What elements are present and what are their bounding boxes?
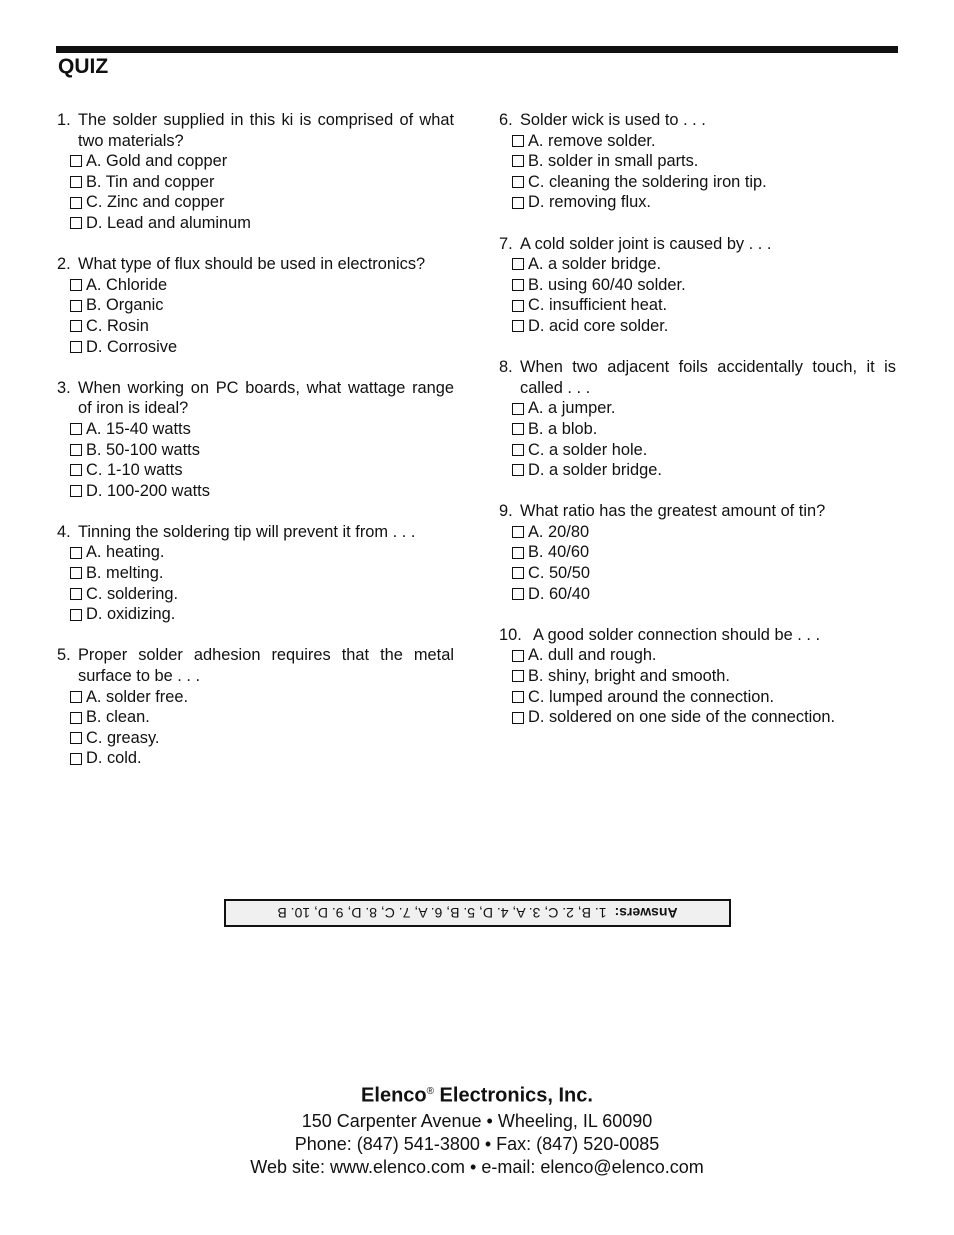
company-address: 150 Carpenter Avenue • Wheeling, IL 60090 xyxy=(301,1110,653,1131)
question-text: Tinning the soldering tip will prevent it from . . . xyxy=(78,522,416,541)
option-label: C. soldering. xyxy=(86,584,179,603)
option-label: C. 1-10 watts xyxy=(86,461,183,480)
question-stem xyxy=(57,110,454,151)
question-number: 10. xyxy=(499,625,522,644)
checkbox-icon[interactable] xyxy=(70,320,82,332)
answer-option[interactable] xyxy=(499,192,896,213)
page-title: QUIZ xyxy=(58,55,109,78)
question-5 xyxy=(57,645,454,769)
question-10 xyxy=(499,625,896,728)
question-6 xyxy=(499,110,896,213)
option-label: C. cleaning the soldering iron tip. xyxy=(528,172,767,191)
answer-option[interactable] xyxy=(57,295,454,316)
answer-option[interactable] xyxy=(499,645,896,666)
checkbox-icon[interactable] xyxy=(512,258,524,270)
checkbox-icon[interactable] xyxy=(512,588,524,600)
question-text: A cold solder joint is caused by . . . xyxy=(520,234,772,253)
option-label: C. Zinc and copper xyxy=(86,193,225,212)
option-label: B. a blob. xyxy=(528,419,598,438)
answers-text: 1. B, 2. C, 3. A, 4. D, 5. B, 6. A, 7. C, 8. D, 9. D, 10. B xyxy=(277,905,607,921)
option-label: A. 20/80 xyxy=(528,522,590,541)
question-9 xyxy=(499,501,896,604)
question-number: 1. xyxy=(57,111,71,129)
option-label: B. clean. xyxy=(86,708,150,727)
option-label: A. heating. xyxy=(86,543,165,562)
checkbox-icon[interactable] xyxy=(70,609,82,621)
checkbox-icon[interactable] xyxy=(70,753,82,765)
question-number: 2. xyxy=(57,255,71,274)
question-text: When working on PC boards, what wattage range of iron is ideal? xyxy=(78,378,454,418)
checkbox-icon[interactable] xyxy=(512,176,524,188)
answer-option[interactable] xyxy=(499,460,896,481)
answer-option[interactable] xyxy=(499,584,896,605)
question-number: 3. xyxy=(57,378,71,397)
question-stem xyxy=(499,357,896,398)
checkbox-icon[interactable] xyxy=(512,567,524,579)
option-label: D. soldered on one side of the connection. xyxy=(528,708,836,727)
option-label: A. dull and rough. xyxy=(528,646,657,665)
answer-option[interactable] xyxy=(499,563,896,584)
checkbox-icon[interactable] xyxy=(70,279,82,291)
question-number: 5. xyxy=(57,646,71,665)
checkbox-icon[interactable] xyxy=(70,176,82,188)
checkbox-icon[interactable] xyxy=(70,485,82,497)
option-label: D. oxidizing. xyxy=(86,605,176,624)
option-label: C. insufficient heat. xyxy=(528,296,668,315)
answer-option[interactable] xyxy=(499,542,896,563)
question-stem xyxy=(57,378,454,419)
checkbox-icon[interactable] xyxy=(70,217,82,229)
checkbox-icon[interactable] xyxy=(512,279,524,291)
answer-option[interactable] xyxy=(57,563,454,584)
option-label: C. Rosin xyxy=(86,316,149,335)
option-label: D. Corrosive xyxy=(86,337,178,356)
answer-option[interactable] xyxy=(499,316,896,337)
answer-option[interactable] xyxy=(57,584,454,605)
checkbox-icon[interactable] xyxy=(512,712,524,724)
checkbox-icon[interactable] xyxy=(70,155,82,167)
question-number: 9. xyxy=(499,502,513,521)
answer-option[interactable] xyxy=(499,687,896,708)
question-text: What ratio has the greatest amount of tin? xyxy=(520,502,826,521)
checkbox-icon[interactable] xyxy=(512,403,524,415)
checkbox-icon[interactable] xyxy=(70,567,82,579)
answer-option[interactable] xyxy=(57,542,454,563)
answer-option[interactable] xyxy=(499,172,896,193)
checkbox-icon[interactable] xyxy=(70,464,82,476)
answer-option[interactable] xyxy=(499,254,896,275)
checkbox-icon[interactable] xyxy=(512,444,524,456)
question-text: A good solder connection should be . . . xyxy=(533,625,821,644)
option-label: A. remove solder. xyxy=(528,131,656,150)
registered-mark: ® xyxy=(426,1086,434,1097)
question-7 xyxy=(499,234,896,337)
answer-option[interactable] xyxy=(57,604,454,625)
option-label: B. Tin and copper xyxy=(86,172,215,191)
answers-label: Answers: xyxy=(614,905,678,921)
question-number: 4. xyxy=(57,522,71,541)
option-label: B. 50-100 watts xyxy=(86,440,200,459)
question-stem xyxy=(499,625,896,646)
question-stem xyxy=(499,501,896,522)
option-label: C. 50/50 xyxy=(528,564,590,583)
answer-option[interactable] xyxy=(57,275,454,296)
answer-option[interactable] xyxy=(57,172,454,193)
question-number: 8. xyxy=(499,358,513,377)
option-label: D. removing flux. xyxy=(528,193,651,212)
answer-option[interactable] xyxy=(499,398,896,419)
checkbox-icon[interactable] xyxy=(70,197,82,209)
option-label: D. acid core solder. xyxy=(528,316,669,335)
questions-column-left xyxy=(57,110,454,790)
answer-option[interactable] xyxy=(499,440,896,461)
answer-option[interactable] xyxy=(57,440,454,461)
option-label: A. Gold and copper xyxy=(86,152,228,171)
answer-option[interactable] xyxy=(499,295,896,316)
option-label: B. 40/60 xyxy=(528,543,590,562)
option-label: D. a solder bridge. xyxy=(528,461,662,480)
checkbox-icon[interactable] xyxy=(512,135,524,147)
option-label: D. cold. xyxy=(86,749,142,768)
company-phone: Phone: (847) 541-3800 • Fax: (847) 520-0085 xyxy=(294,1133,660,1154)
question-text: When two adjacent foils accidentally touch, it is called . . . xyxy=(520,358,896,397)
question-stem xyxy=(57,254,454,275)
answer-option[interactable] xyxy=(57,481,454,502)
checkbox-icon[interactable] xyxy=(512,526,524,538)
answer-option[interactable] xyxy=(499,522,896,543)
answer-option[interactable] xyxy=(57,213,454,234)
answer-option[interactable] xyxy=(57,728,454,749)
option-label: A. Chloride xyxy=(86,275,168,294)
question-stem xyxy=(499,110,896,131)
option-label: C. greasy. xyxy=(86,728,160,747)
answer-option[interactable] xyxy=(57,707,454,728)
answer-option[interactable] xyxy=(57,460,454,481)
checkbox-icon[interactable] xyxy=(512,547,524,559)
option-label: C. a solder hole. xyxy=(528,440,648,459)
company-web: Web site: www.elenco.com • e-mail: elenco@elenco.com xyxy=(250,1156,704,1177)
question-8 xyxy=(499,357,896,481)
company-name xyxy=(0,1078,954,1110)
checkbox-icon[interactable] xyxy=(512,155,524,167)
checkbox-icon[interactable] xyxy=(70,423,82,435)
question-number: 6. xyxy=(499,111,513,129)
answers-key-box xyxy=(224,899,731,927)
answer-option[interactable] xyxy=(57,192,454,213)
question-stem xyxy=(57,645,454,686)
option-label: B. using 60/40 solder. xyxy=(528,275,686,294)
question-1 xyxy=(57,110,454,234)
option-label: A. a jumper. xyxy=(528,399,616,418)
checkbox-icon[interactable] xyxy=(70,547,82,559)
checkbox-icon[interactable] xyxy=(70,712,82,724)
option-label: B. solder in small parts. xyxy=(528,152,699,171)
question-number: 7. xyxy=(499,234,513,253)
checkbox-icon[interactable] xyxy=(512,691,524,703)
question-stem xyxy=(499,234,896,255)
option-label: B. melting. xyxy=(86,564,164,583)
question-text: What type of flux should be used in electronics? xyxy=(78,255,426,274)
company-brand: Elenco xyxy=(361,1084,427,1107)
answer-option[interactable] xyxy=(57,151,454,172)
option-label: D. Lead and aluminum xyxy=(86,213,251,232)
answer-option[interactable] xyxy=(57,419,454,440)
question-2 xyxy=(57,254,454,357)
checkbox-icon[interactable] xyxy=(512,650,524,662)
checkbox-icon[interactable] xyxy=(70,691,82,703)
checkbox-icon[interactable] xyxy=(70,444,82,456)
top-rule xyxy=(56,46,898,53)
checkbox-icon[interactable] xyxy=(512,300,524,312)
option-label: D. 60/40 xyxy=(528,584,590,603)
company-suffix: Electronics, Inc. xyxy=(434,1084,593,1107)
checkbox-icon[interactable] xyxy=(70,341,82,353)
checkbox-icon[interactable] xyxy=(512,320,524,332)
footer xyxy=(0,1078,954,1179)
option-label: C. lumped around the connection. xyxy=(528,687,775,706)
checkbox-icon[interactable] xyxy=(512,670,524,682)
option-label: A. 15-40 watts xyxy=(86,419,191,438)
answer-option[interactable] xyxy=(57,316,454,337)
answer-option[interactable] xyxy=(499,666,896,687)
answer-option[interactable] xyxy=(499,151,896,172)
option-label: B. shiny, bright and smooth. xyxy=(528,667,730,686)
answer-option[interactable] xyxy=(499,131,896,152)
answer-option[interactable] xyxy=(499,275,896,296)
checkbox-icon[interactable] xyxy=(70,300,82,312)
option-label: A. a solder bridge. xyxy=(528,255,662,274)
question-stem xyxy=(57,522,454,543)
question-text: Proper solder adhesion requires that the metal surface to be . . . xyxy=(78,646,454,686)
question-4 xyxy=(57,522,454,625)
checkbox-icon[interactable] xyxy=(512,423,524,435)
question-text: The solder supplied in this ki is comprised of what two materials? xyxy=(78,111,454,150)
answer-option[interactable] xyxy=(57,687,454,708)
answer-option[interactable] xyxy=(499,419,896,440)
option-label: A. solder free. xyxy=(86,687,189,706)
questions-column-right xyxy=(499,110,896,748)
question-text: Solder wick is used to . . . xyxy=(520,111,706,129)
checkbox-icon[interactable] xyxy=(70,732,82,744)
answer-option[interactable] xyxy=(499,707,896,728)
answer-option[interactable] xyxy=(57,748,454,769)
checkbox-icon[interactable] xyxy=(70,588,82,600)
question-3 xyxy=(57,378,454,502)
checkbox-icon[interactable] xyxy=(512,197,524,209)
option-label: D. 100-200 watts xyxy=(86,481,210,500)
answer-option[interactable] xyxy=(57,337,454,358)
option-label: B. Organic xyxy=(86,296,164,315)
checkbox-icon[interactable] xyxy=(512,464,524,476)
